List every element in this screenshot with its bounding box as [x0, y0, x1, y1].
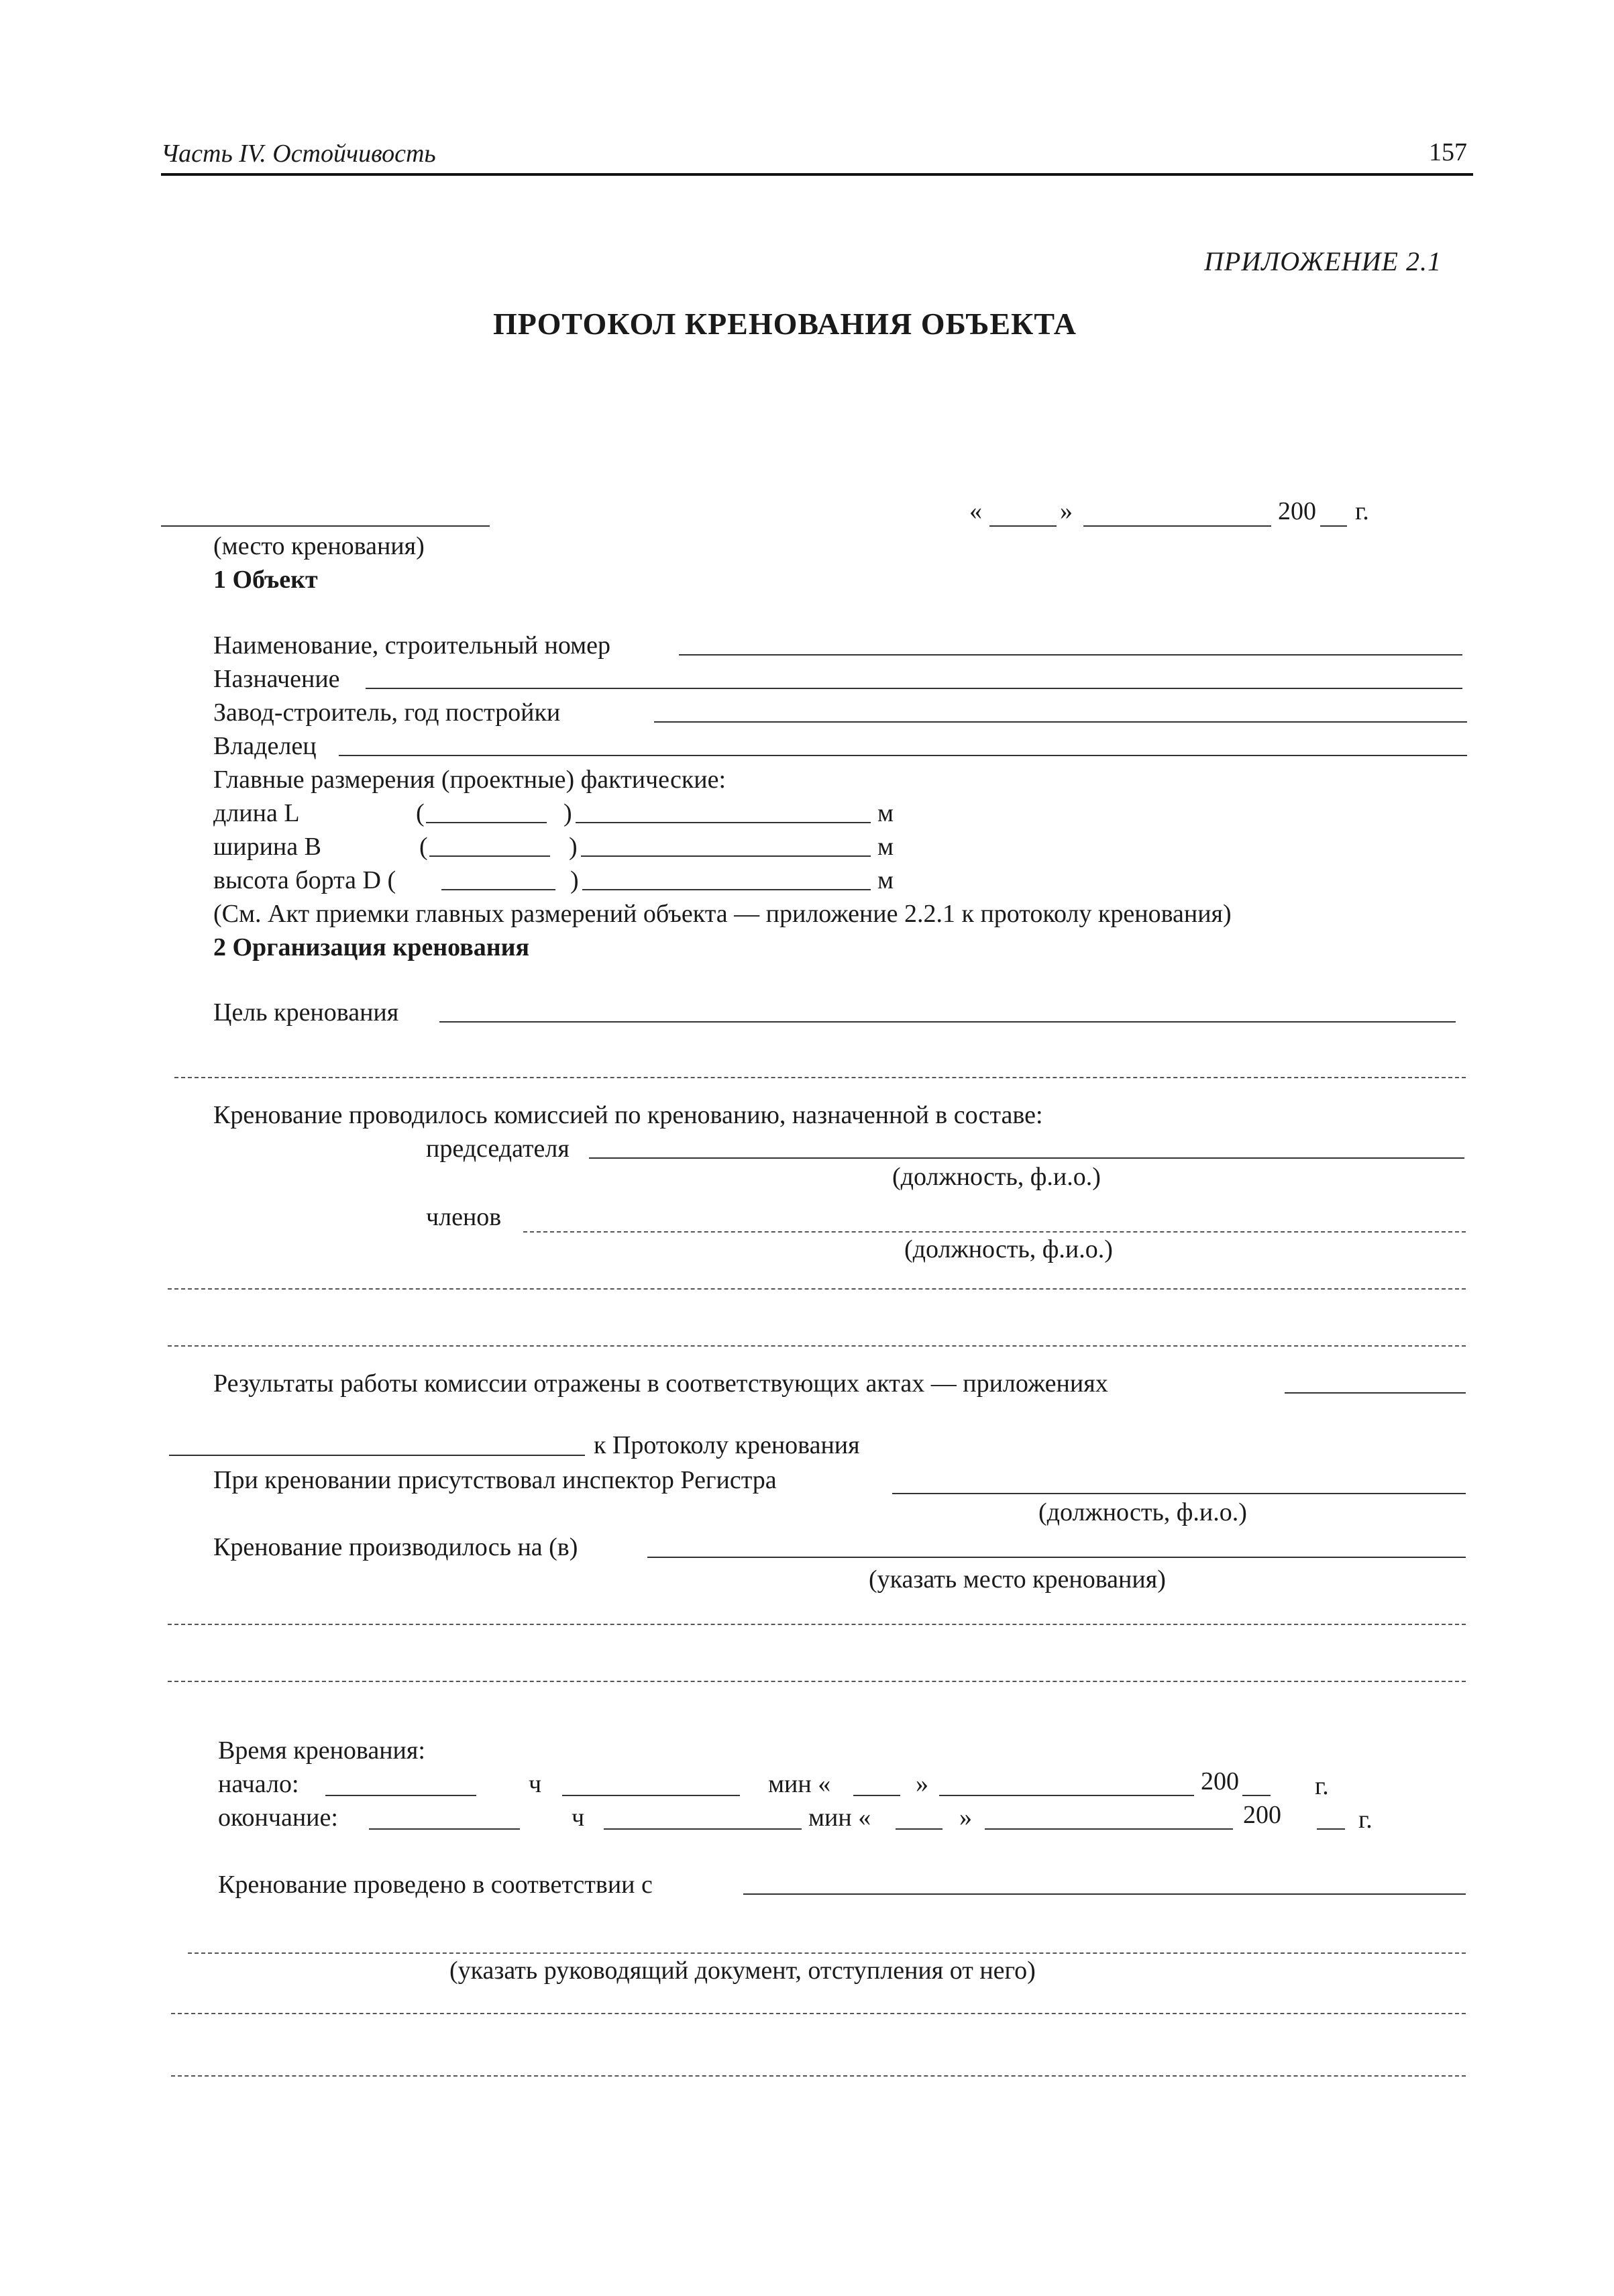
location-field-3[interactable]	[168, 1681, 1466, 1682]
day-field[interactable]	[989, 525, 1057, 527]
compliance-field[interactable]	[743, 1893, 1466, 1895]
end-hours-field[interactable]	[369, 1828, 520, 1830]
end-minutes-field[interactable]	[604, 1828, 802, 1830]
length-unit: м	[877, 799, 894, 827]
end-year-suffix: г.	[1358, 1806, 1373, 1834]
chairman-field[interactable]	[589, 1157, 1464, 1159]
length-open: (	[416, 799, 425, 827]
width-label: ширина B	[213, 833, 321, 861]
start-minutes-field[interactable]	[562, 1795, 740, 1796]
place-caption: (место кренования)	[213, 532, 425, 560]
length-label: длина L	[213, 799, 300, 827]
goal-field[interactable]	[439, 1021, 1456, 1023]
inspector-field[interactable]	[892, 1493, 1466, 1494]
to-protocol: к Протоколу кренования	[594, 1431, 860, 1459]
members-label: членов	[426, 1203, 502, 1231]
dims-label: Главные размерения (проектные) фактические:	[213, 766, 727, 794]
width-actual-field[interactable]	[581, 855, 871, 857]
depth-label: высота борта D (	[213, 866, 396, 894]
goal-field-2[interactable]	[174, 1077, 1466, 1078]
owner-label: Владелец	[213, 732, 317, 760]
chairman-caption: (должность, ф.и.о.)	[892, 1163, 1101, 1191]
depth-close: )	[570, 866, 579, 894]
section2-heading: 2 Организация кренования	[213, 933, 530, 961]
start-label: начало:	[218, 1770, 299, 1798]
month-field[interactable]	[1083, 525, 1271, 527]
start-day-field[interactable]	[853, 1795, 900, 1796]
width-close: )	[569, 833, 578, 861]
time-heading: Время кренования:	[218, 1736, 425, 1765]
end-day-field[interactable]	[896, 1828, 943, 1830]
width-project-field[interactable]	[429, 855, 550, 857]
end-label: окончание:	[218, 1804, 338, 1832]
date-open-quote: «	[969, 497, 982, 525]
compliance-label: Кренование проведено в соответствии с	[218, 1871, 653, 1899]
end-year-prefix: 200	[1243, 1801, 1281, 1829]
running-title: Часть IV. Остойчивость	[161, 140, 436, 168]
depth-project-field[interactable]	[441, 889, 555, 890]
builder-field[interactable]	[654, 721, 1467, 723]
name-label: Наименование, строительный номер	[213, 631, 611, 660]
section1-heading: 1 Объект	[213, 566, 318, 594]
commission-text: Кренование проводилось комиссией по кренованию, назначенной в составе:	[213, 1101, 1043, 1129]
start-month-field[interactable]	[939, 1795, 1194, 1796]
end-year-field[interactable]	[1317, 1828, 1345, 1830]
purpose-label: Назначение	[213, 665, 340, 693]
year-suffix: г.	[1355, 497, 1369, 525]
start-year-field[interactable]	[1242, 1795, 1271, 1796]
see-note: (См. Акт приемки главных размерений объекта — приложение 2.2.1 к протоколу кренования)	[213, 900, 1232, 928]
length-actual-field[interactable]	[576, 822, 871, 823]
start-hours-unit: ч	[529, 1770, 542, 1798]
width-unit: м	[877, 833, 894, 861]
compliance-field-4[interactable]	[171, 2075, 1466, 2077]
name-field[interactable]	[679, 654, 1462, 656]
builder-label: Завод-строитель, год постройки	[213, 698, 561, 727]
end-hours-unit: ч	[572, 1804, 585, 1832]
depth-unit: м	[877, 866, 894, 894]
place-field[interactable]	[161, 525, 490, 527]
members-field-3[interactable]	[168, 1345, 1466, 1347]
members-field-2[interactable]	[168, 1288, 1466, 1290]
location-field[interactable]	[647, 1557, 1466, 1558]
end-close-quote: »	[959, 1804, 972, 1832]
results-text: Результаты работы комиссии отражены в соответствующих актах — приложениях	[213, 1369, 1108, 1398]
chairman-label: председателя	[426, 1135, 570, 1163]
start-hours-field[interactable]	[325, 1795, 476, 1796]
appendix-label: ПРИЛОЖЕНИЕ 2.1	[1204, 246, 1442, 276]
purpose-field[interactable]	[366, 688, 1462, 689]
inspector-caption: (должность, ф.и.о.)	[1038, 1498, 1247, 1526]
width-open: (	[419, 833, 428, 861]
appendices-field[interactable]	[169, 1455, 585, 1456]
start-close-quote: »	[916, 1770, 928, 1798]
start-year-suffix: г.	[1315, 1772, 1329, 1800]
location-field-2[interactable]	[168, 1624, 1466, 1625]
length-project-field[interactable]	[426, 822, 547, 823]
start-minutes-unit: мин «	[768, 1770, 831, 1798]
document-title: ПРОТОКОЛ КРЕНОВАНИЯ ОБЪЕКТА	[493, 307, 1077, 341]
header-rule	[161, 173, 1473, 176]
end-month-field[interactable]	[985, 1828, 1233, 1830]
location-label: Кренование производилось на (в)	[213, 1533, 578, 1561]
inspector-label: При креновании присутствовал инспектор Регистра	[213, 1466, 777, 1494]
compliance-field-2[interactable]	[188, 1952, 1466, 1954]
start-year-prefix: 200	[1201, 1767, 1239, 1795]
end-minutes-unit: мин «	[808, 1804, 871, 1832]
page-number: 157	[1429, 138, 1467, 166]
members-field[interactable]	[523, 1231, 1466, 1233]
year-field[interactable]	[1320, 525, 1347, 527]
year-prefix: 200	[1278, 497, 1316, 525]
location-caption: (указать место кренования)	[869, 1565, 1166, 1594]
owner-field[interactable]	[339, 755, 1467, 756]
doc-caption: (указать руководящий документ, отступления от него)	[449, 1956, 1036, 1985]
depth-actual-field[interactable]	[582, 889, 871, 890]
members-caption: (должность, ф.и.о.)	[904, 1235, 1113, 1263]
compliance-field-3[interactable]	[171, 2013, 1466, 2014]
date-close-quote: »	[1060, 497, 1073, 525]
goal-label: Цель кренования	[213, 998, 399, 1027]
length-close: )	[563, 799, 572, 827]
results-field[interactable]	[1285, 1392, 1466, 1394]
